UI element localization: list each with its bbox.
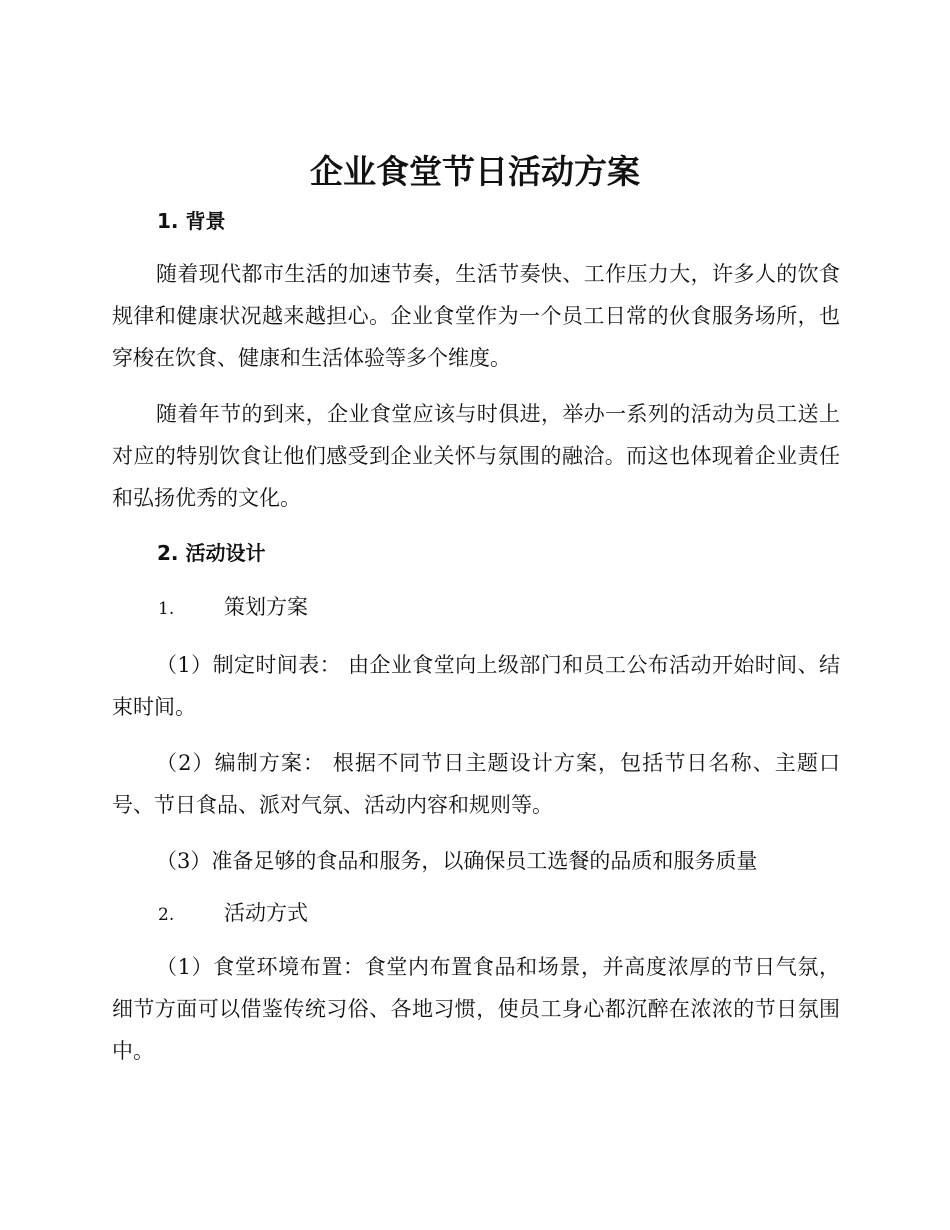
section-heading-background: 1. 背景 — [157, 209, 226, 233]
subsection-activity-method — [158, 898, 308, 930]
document-title: 企业食堂节日活动方案 — [310, 152, 640, 191]
method-item-1: （1）食堂环境布置：食堂内布置食品和场景，并高度浓厚的节日气氛，细节方面可以借鉴传统习俗、各地习惯，使员工身心都沉醉在浓浓的节日氛围中。 — [112, 955, 840, 1063]
planning-item-2: （2）编制方案： 根据不同节日主题设计方案，包括节日名称、主题口号、节日食品、派对气氛、活动内容和规则等。 — [112, 751, 840, 817]
subsection-number: 2. — [158, 905, 175, 925]
subsection-planning — [158, 592, 308, 624]
planning-item-1: （1）制定时间表： 由企业食堂向上级部门和员工公布活动开始时间、结束时间。 — [112, 653, 840, 719]
subsection-number: 1. — [158, 599, 175, 619]
background-paragraph-1: 随着现代都市生活的加速节奏，生活节奏快、工作压力大，许多人的饮食规律和健康状况越来越担心。企业食堂作为一个员工日常的伙食服务场所，也穿梭在饮食、健康和生活体验等多个维度。 — [112, 262, 840, 370]
section-heading-activity-design: 2. 活动设计 — [157, 541, 266, 565]
background-paragraph-2: 随着年节的到来，企业食堂应该与时俱进，举办一系列的活动为员工送上对应的特别饮食让他们感受到企业关怀与氛围的融洽。而这也体现着企业责任和弘扬优秀的文化。 — [112, 402, 840, 510]
subsection-label: 活动方式 — [224, 901, 308, 925]
planning-item-3: （3）准备足够的食品和服务，以确保员工选餐的品质和服务质量 — [156, 849, 758, 873]
subsection-label: 策划方案 — [224, 595, 308, 619]
